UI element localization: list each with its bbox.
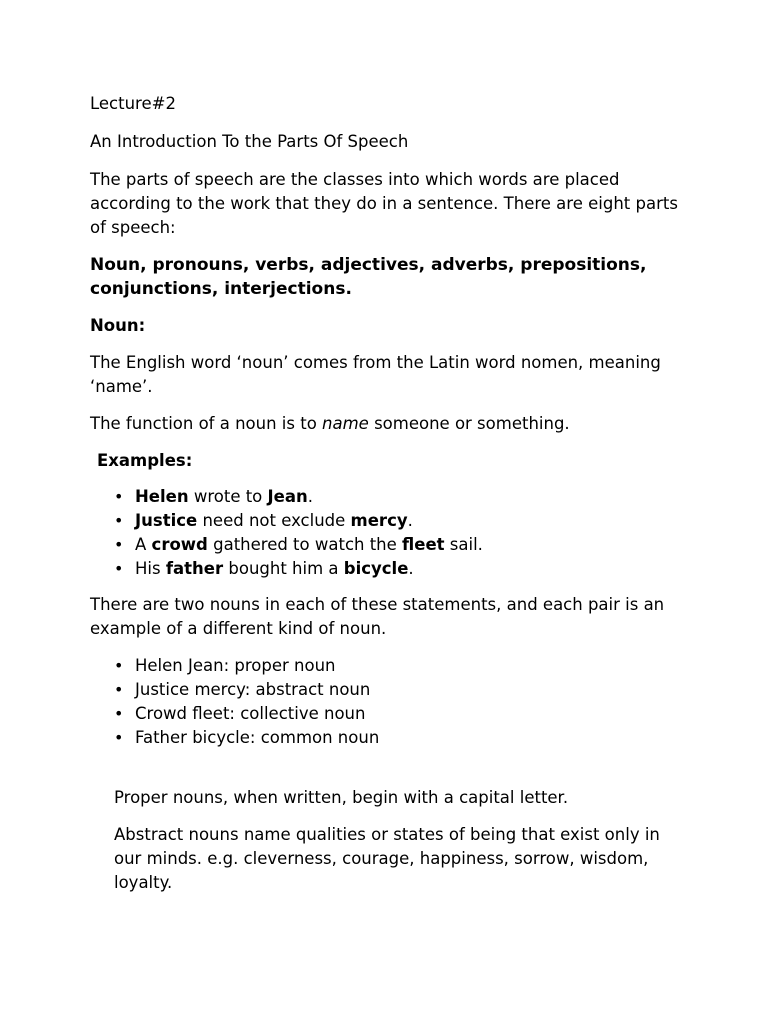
example-noun-2: Jean: [267, 487, 308, 506]
example-noun-1: crowd: [151, 535, 208, 554]
noun-kind-text: Father bicycle: common noun: [135, 728, 380, 747]
lecture-label: Lecture#2: [90, 94, 176, 113]
list-item: [90, 485, 690, 509]
noun-origin-paragraph: The English word ‘noun’ comes from the Latin word nomen, meaning ‘name’.: [90, 353, 661, 396]
abstract-nouns-paragraph: Abstract nouns name qualities or states of being that exist only in our minds. e.g. cleverness, courage, happiness, sorrow, wisdom, loyalty.: [114, 825, 660, 892]
list-item: [90, 557, 690, 581]
example-noun-2: mercy: [350, 511, 408, 530]
list-item: [90, 509, 690, 533]
list-item: [90, 726, 690, 750]
bullet-icon: •: [114, 559, 124, 578]
parts-of-speech-list: Noun, pronouns, verbs, adjectives, adverbs, prepositions, conjunctions, interjections.: [90, 255, 647, 299]
noun-kind-text: Justice mercy: abstract noun: [135, 680, 371, 699]
example-text: bought him a: [223, 559, 344, 578]
bullet-icon: •: [114, 728, 124, 747]
noun-function-paragraph: [90, 412, 690, 436]
noun-heading: Noun:: [90, 316, 146, 335]
list-item: [90, 702, 690, 726]
bullet-icon: •: [114, 511, 124, 530]
two-nouns-paragraph: There are two nouns in each of these statements, and each pair is an example of a different kind of noun.: [90, 595, 665, 638]
example-text: gathered to watch the: [207, 535, 403, 554]
intro-paragraph: The parts of speech are the classes into which words are placed according to the work that they do in a sentence. There are eight parts of speech:: [90, 170, 678, 237]
bullet-icon: •: [114, 680, 124, 699]
bullet-icon: •: [114, 656, 124, 675]
example-text-start: His: [135, 559, 166, 578]
example-text-start: A: [135, 535, 152, 554]
example-noun-1: Helen: [135, 487, 189, 506]
example-text-end: .: [407, 511, 413, 530]
function-text-italic: name: [322, 414, 369, 433]
examples-list: [90, 485, 690, 581]
list-item: [90, 678, 690, 702]
example-text: wrote to: [188, 487, 268, 506]
example-noun-2: fleet: [402, 535, 445, 554]
noun-kinds-list: [90, 654, 690, 750]
noun-kind-text: Helen Jean: proper noun: [135, 656, 336, 675]
document-body: [90, 92, 690, 908]
noun-kind-text: Crowd fleet: collective noun: [135, 704, 366, 723]
example-text: need not exclude: [197, 511, 351, 530]
function-text-after: someone or something.: [368, 414, 570, 433]
examples-heading: Examples:: [97, 451, 193, 470]
list-item: [90, 654, 690, 678]
bullet-icon: •: [114, 704, 124, 723]
page-title: An Introduction To the Parts Of Speech: [90, 132, 409, 151]
proper-nouns-paragraph: Proper nouns, when written, begin with a capital letter.: [114, 788, 569, 807]
bullet-icon: •: [114, 535, 124, 554]
bullet-icon: •: [114, 487, 124, 506]
example-text-end: .: [307, 487, 313, 506]
example-noun-1: Justice: [135, 511, 198, 530]
example-text-end: .: [408, 559, 414, 578]
list-item: [90, 533, 690, 557]
example-noun-2: bicycle: [343, 559, 409, 578]
example-text-end: sail.: [444, 535, 483, 554]
example-noun-1: father: [165, 559, 224, 578]
function-text-before: The function of a noun is to: [90, 414, 323, 433]
